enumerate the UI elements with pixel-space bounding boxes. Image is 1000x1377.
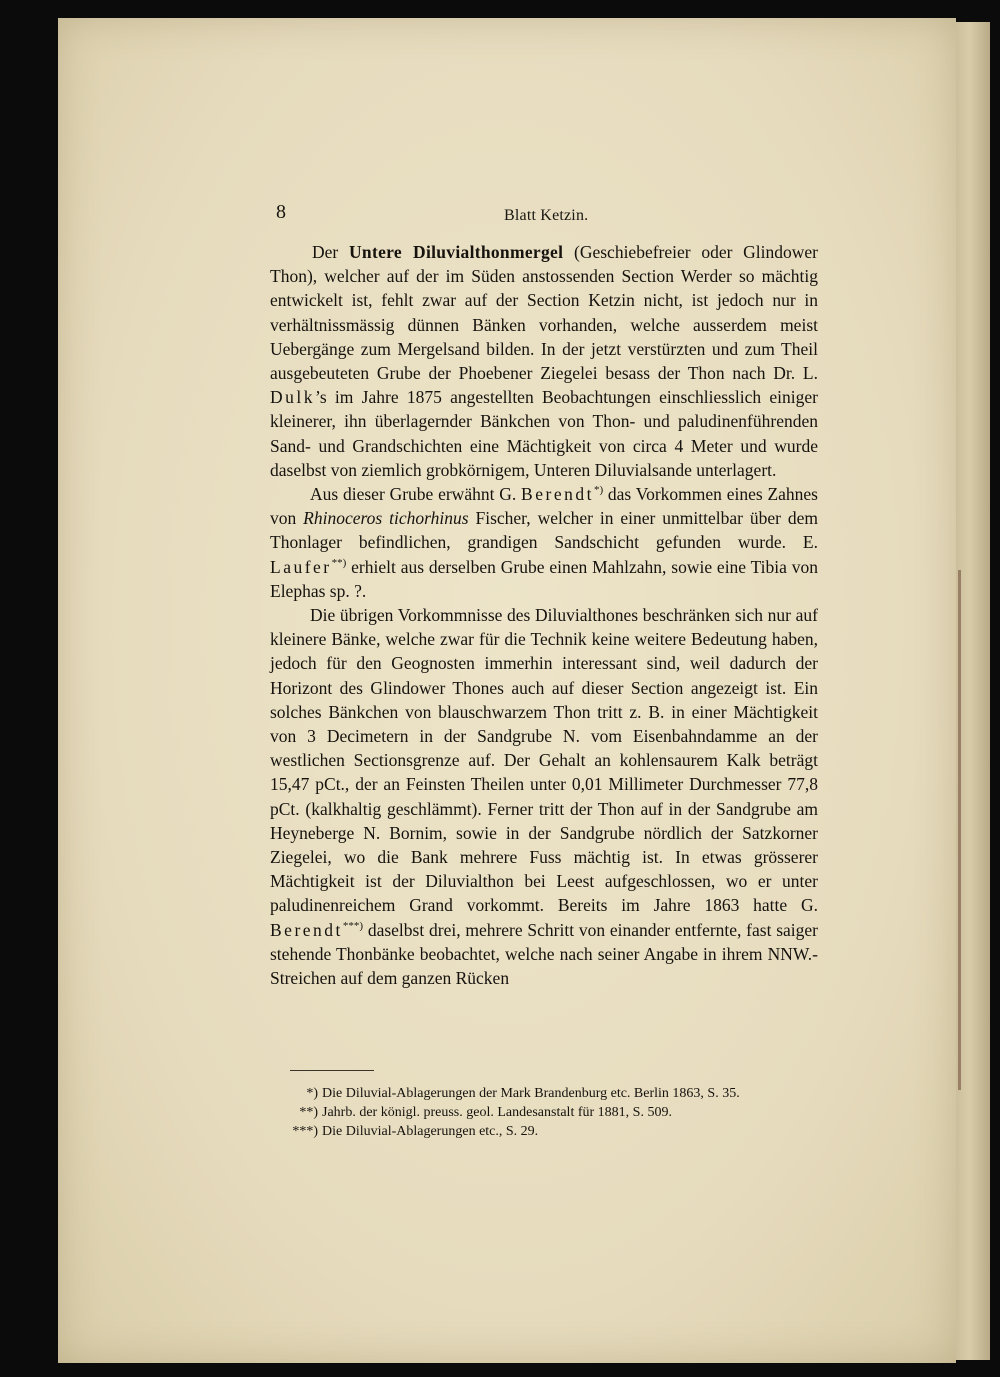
- footnote-1: [280, 1084, 820, 1103]
- section-heading: Untere Diluvialthonmergel: [348, 242, 564, 262]
- paragraph-2-text-a: Aus dieser Grube erwähnt G.: [310, 484, 522, 505]
- footnote-3: [280, 1122, 820, 1141]
- adjacent-page-edge: [956, 22, 990, 1360]
- paragraph-3-text-a: Die übrigen Vorkommnisse des Diluvialthones beschränken sich nur auf kleinere Bänke, welche zwar für die Technik keine weitere Bedeutung haben, jedoch für den Geognosten immerhin interessant sind, weil dadurch der Horizont des Glindower Thones auch auf dieser Section angezeigt ist. Ein solches Bänkchen von blauschwarzem Thon tritt z. B. in einer Mächtigkeit von 3 Decimetern in der Sandgrube N. vom Eisenbahndamme an der westlichen Sectionsgrenze auf. Der Gehalt an kohlensaurem Kalk beträgt 15,47 pCt., der an Feinsten Theilen unter 0,01 Millimeter Durchmesser 77,8 pCt. (kalkhaltig geschlämmt). Ferner tritt der Thon auf in der Sandgrube am Heyneberge N. Bornim, sowie in der Sandgrube nördlich der Satzkorner Ziegelei, wo die Bank mehrere Fuss mächtig ist. In etwas grösserer Mächtigkeit ist der Diluvialthon bei Leest aufgeschlossen, wo er unter paludinenreichem Grand vorkommt. Bereits im Jahre 1863 hatte G.: [270, 605, 818, 916]
- species-name: Rhinoceros tichorhinus: [303, 508, 469, 529]
- paragraph-1: [270, 240, 818, 482]
- paragraph-2-text-b: das Vorkommen eines Zahnes von: [270, 484, 818, 529]
- author-name-laufer: Laufer: [270, 556, 332, 577]
- footnote-ref-2[interactable]: **): [331, 556, 347, 569]
- footnote-mark: *): [306, 1086, 318, 1101]
- paragraph-1-text-a: (Geschiebefreier oder Glindower Thon), welcher auf der im Süden anstossenden Section Werder so mächtig entwickelt ist, fehlt zwar auf der Section Ketzin nicht, ist jedoch nur in verhältnissmässig dünnen Bänken vorhanden, welche ausserdem meist Uebergänge zum Mergelsand bilden. In der jetzt verstürzten und zum Theil ausgebeuteten Grube der Phoebener Ziegelei besass der Thon nach Dr. L.: [270, 242, 819, 384]
- paragraph-1-text-b: ’s im Jahre 1875 angestellten Beobachtungen einschliesslich einiger kleinerer, ihn überlagernder Bänkchen von Thon- und paludinenführenden Sand- und Grandschichten eine Mächtigkeit von circa 4 Meter und wurde daselbst von ziemlich grobkörnigem, Unteren Diluvialsande unterlagert.: [270, 387, 818, 480]
- paragraph-2-text-d: erhielt aus derselben Grube einen Mahlzahn, sowie eine Tibia von Elephas sp. ?.: [270, 556, 818, 601]
- body-text: [270, 240, 818, 990]
- footnote-text: Jahrb. der königl. preuss. geol. Landesanstalt für 1881, S. 509.: [322, 1105, 672, 1120]
- paragraph-3-text-b: daselbst drei, mehrere Schritt von einander entfernte, fast saiger stehende Thonbänke beobachtet, welche nach seiner Angabe in ihrem NNW.-Streichen auf dem ganzen Rücken: [270, 919, 818, 989]
- running-header: [58, 201, 956, 231]
- footnote-mark: ***): [292, 1124, 318, 1139]
- binding-stain: [958, 570, 961, 1090]
- author-name-dulk: Dulk: [270, 387, 315, 408]
- paragraph-2: [270, 482, 818, 603]
- author-name-berendt: Berendt: [521, 484, 594, 505]
- paragraph-1-lead: Der: [312, 242, 339, 262]
- page-number: 8: [276, 201, 286, 223]
- paper-page: [58, 18, 956, 1363]
- footnote-text: Die Diluvial-Ablagerungen etc., S. 29.: [322, 1124, 539, 1139]
- paragraph-2-text-c: Fischer, welcher in einer unmittelbar über dem Thonlager befindlichen, grandigen Sandschicht gefunden wurde. E.: [270, 508, 819, 553]
- footnotes: [280, 1084, 820, 1141]
- header-title: Blatt Ketzin.: [504, 207, 589, 224]
- paragraph-3: [270, 603, 818, 990]
- author-name-berendt-2: Berendt: [270, 919, 343, 940]
- footnote-ref-3[interactable]: ***): [342, 919, 364, 932]
- footnote-2: [280, 1103, 820, 1122]
- footnote-ref-1[interactable]: *): [593, 484, 604, 497]
- footnote-text: Die Diluvial-Ablagerungen der Mark Brandenburg etc. Berlin 1863, S. 35.: [322, 1086, 740, 1101]
- footnote-mark: **): [299, 1105, 318, 1120]
- footnote-separator: [290, 1070, 374, 1071]
